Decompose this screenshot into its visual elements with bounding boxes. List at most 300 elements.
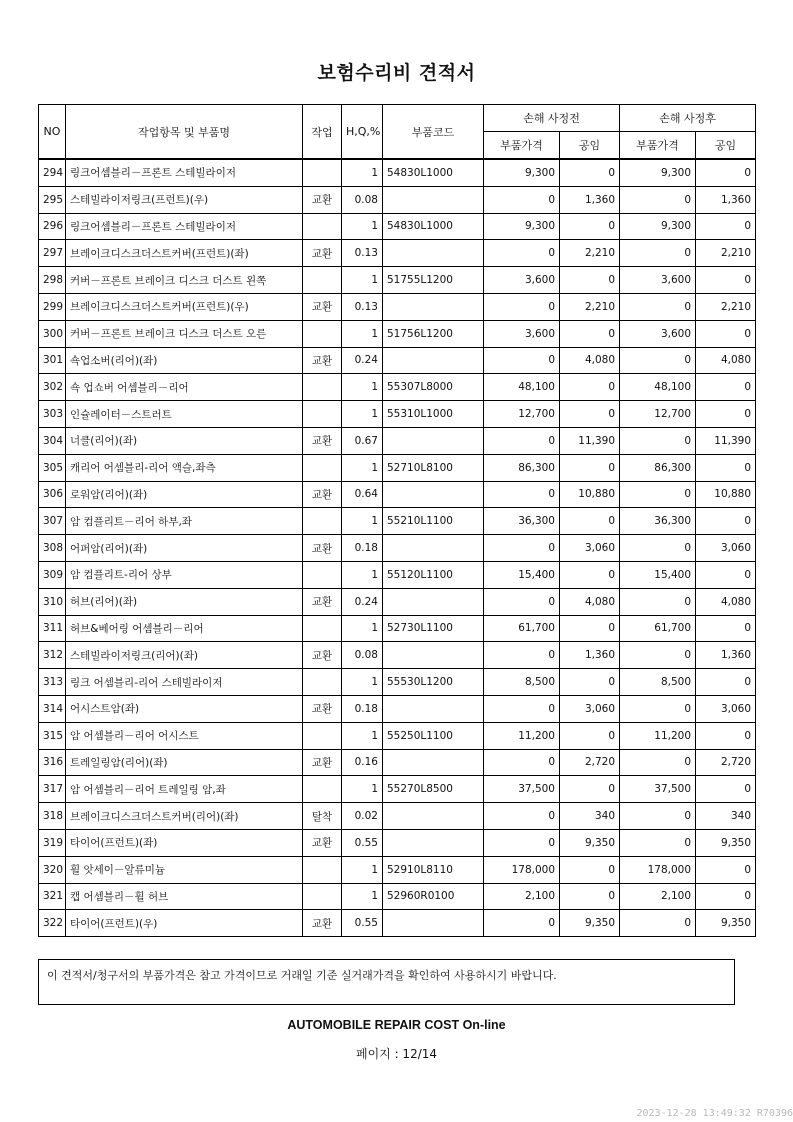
cell-hq: 0.02	[342, 803, 383, 830]
table-row	[39, 803, 756, 830]
cell-part-code	[383, 695, 484, 722]
cell-after-labor: 0	[696, 267, 756, 294]
cell-hq: 1	[342, 615, 383, 642]
cell-before-labor: 1,360	[560, 186, 620, 213]
cell-before-part-price: 86,300	[484, 454, 560, 481]
cell-part-code	[383, 642, 484, 669]
table-row	[39, 669, 756, 696]
cell-hq: 1	[342, 374, 383, 401]
cell-part-code	[383, 347, 484, 374]
table-row	[39, 883, 756, 910]
table-row	[39, 588, 756, 615]
cell-no: 312	[39, 642, 66, 669]
cell-before-labor: 0	[560, 561, 620, 588]
cell-before-labor: 0	[560, 374, 620, 401]
cell-no: 295	[39, 186, 66, 213]
cell-name: 암 컴플리트－리어 하부,좌	[66, 508, 303, 535]
cell-before-part-price: 0	[484, 749, 560, 776]
cell-before-labor: 340	[560, 803, 620, 830]
cell-no: 305	[39, 454, 66, 481]
cell-before-labor: 0	[560, 159, 620, 186]
cell-before-part-price: 3,600	[484, 320, 560, 347]
cell-after-part-price: 0	[620, 535, 696, 562]
cell-before-part-price: 3,600	[484, 267, 560, 294]
cell-part-code	[383, 240, 484, 267]
cell-before-part-price: 36,300	[484, 508, 560, 535]
cell-part-code	[383, 186, 484, 213]
price-notice: 이 견적서/청구서의 부품가격은 참고 가격이므로 거래일 기준 실거래가격을 확인하여 사용하시기 바랍니다.	[38, 959, 735, 1005]
cell-part-code: 52910L8110	[383, 856, 484, 883]
cell-before-labor: 0	[560, 776, 620, 803]
cell-part-code: 52960R0100	[383, 883, 484, 910]
table-row	[39, 481, 756, 508]
cell-work: 교환	[303, 481, 342, 508]
cell-after-part-price: 2,100	[620, 883, 696, 910]
cell-name: 캐리어 어셈블리-리어 액슬,좌측	[66, 454, 303, 481]
cell-work	[303, 508, 342, 535]
table-row	[39, 642, 756, 669]
table-row	[39, 347, 756, 374]
cell-part-code	[383, 427, 484, 454]
col-group-after: 손해 사정후	[620, 105, 756, 132]
cell-work	[303, 883, 342, 910]
print-timestamp: 2023-12-28 13:49:32 R70396	[636, 1108, 793, 1119]
cell-before-part-price: 0	[484, 240, 560, 267]
cell-part-code	[383, 588, 484, 615]
cell-no: 303	[39, 401, 66, 428]
col-header-after-labor: 공임	[696, 132, 756, 160]
cell-part-code	[383, 803, 484, 830]
cell-before-labor: 1,360	[560, 642, 620, 669]
cell-before-part-price: 0	[484, 910, 560, 937]
cell-name: 허브(리어)(좌)	[66, 588, 303, 615]
cell-after-part-price: 0	[620, 749, 696, 776]
cell-name: 휠 앗세이－알류미늄	[66, 856, 303, 883]
cell-work	[303, 722, 342, 749]
cell-before-part-price: 0	[484, 535, 560, 562]
cell-part-code: 54830L1000	[383, 159, 484, 186]
cell-before-part-price: 9,300	[484, 213, 560, 240]
cell-after-part-price: 0	[620, 293, 696, 320]
table-row	[39, 561, 756, 588]
cell-no: 310	[39, 588, 66, 615]
cell-after-part-price: 15,400	[620, 561, 696, 588]
cell-before-labor: 0	[560, 267, 620, 294]
cell-before-labor: 2,720	[560, 749, 620, 776]
cell-before-labor: 2,210	[560, 240, 620, 267]
cell-work: 교환	[303, 642, 342, 669]
cell-name: 링크 어셈블리-리어 스테빌라이저	[66, 669, 303, 696]
cell-before-labor: 0	[560, 615, 620, 642]
cell-after-part-price: 48,100	[620, 374, 696, 401]
cell-after-labor: 11,390	[696, 427, 756, 454]
cell-before-labor: 11,390	[560, 427, 620, 454]
cell-hq: 0.08	[342, 642, 383, 669]
cell-before-labor: 0	[560, 883, 620, 910]
cell-after-labor: 0	[696, 856, 756, 883]
cell-before-labor: 0	[560, 722, 620, 749]
cell-part-code: 55250L1100	[383, 722, 484, 749]
cell-no: 313	[39, 669, 66, 696]
cell-before-part-price: 0	[484, 829, 560, 856]
cell-before-labor: 10,880	[560, 481, 620, 508]
cell-hq: 1	[342, 213, 383, 240]
cell-no: 316	[39, 749, 66, 776]
cell-after-part-price: 0	[620, 347, 696, 374]
cell-before-part-price: 0	[484, 186, 560, 213]
cell-before-part-price: 0	[484, 293, 560, 320]
cell-before-part-price: 11,200	[484, 722, 560, 749]
cell-before-part-price: 2,100	[484, 883, 560, 910]
cell-hq: 1	[342, 856, 383, 883]
cell-after-part-price: 36,300	[620, 508, 696, 535]
cell-after-labor: 0	[696, 883, 756, 910]
table-row	[39, 856, 756, 883]
cell-after-part-price: 9,300	[620, 213, 696, 240]
cell-name: 브레이크디스크더스트커버(리어)(좌)	[66, 803, 303, 830]
cell-before-part-price: 37,500	[484, 776, 560, 803]
cell-before-part-price: 0	[484, 695, 560, 722]
cell-hq: 1	[342, 401, 383, 428]
cell-work	[303, 454, 342, 481]
table-row	[39, 159, 756, 186]
cell-work: 교환	[303, 186, 342, 213]
brand-footer: AUTOMOBILE REPAIR COST On-line	[287, 1018, 506, 1032]
cell-no: 301	[39, 347, 66, 374]
cell-hq: 1	[342, 320, 383, 347]
cell-before-labor: 0	[560, 454, 620, 481]
cell-before-part-price: 9,300	[484, 159, 560, 186]
cell-after-part-price: 0	[620, 829, 696, 856]
cell-name: 어시스트암(좌)	[66, 695, 303, 722]
cell-before-labor: 0	[560, 856, 620, 883]
cell-name: 브레이크디스크더스트커버(프런트)(우)	[66, 293, 303, 320]
cell-after-labor: 2,720	[696, 749, 756, 776]
cell-no: 300	[39, 320, 66, 347]
cell-before-labor: 2,210	[560, 293, 620, 320]
cell-no: 307	[39, 508, 66, 535]
cell-hq: 0.24	[342, 588, 383, 615]
cell-after-labor: 9,350	[696, 910, 756, 937]
cell-before-part-price: 12,700	[484, 401, 560, 428]
col-header-before-labor: 공임	[560, 132, 620, 160]
page-number: 페이지 : 12/14	[355, 1047, 438, 1061]
cell-after-part-price: 0	[620, 481, 696, 508]
cell-no: 317	[39, 776, 66, 803]
cell-name: 쇽업소버(리어)(좌)	[66, 347, 303, 374]
cell-before-part-price: 61,700	[484, 615, 560, 642]
cell-work: 교환	[303, 749, 342, 776]
cell-work: 교환	[303, 427, 342, 454]
estimate-table	[38, 104, 756, 937]
cell-work: 교환	[303, 347, 342, 374]
cell-work	[303, 615, 342, 642]
col-header-name: 작업항목 및 부품명	[66, 105, 303, 160]
cell-hq: 0.18	[342, 695, 383, 722]
cell-no: 318	[39, 803, 66, 830]
cell-part-code: 55210L1100	[383, 508, 484, 535]
cell-work: 교환	[303, 535, 342, 562]
cell-after-part-price: 0	[620, 642, 696, 669]
cell-before-part-price: 0	[484, 588, 560, 615]
cell-after-part-price: 9,300	[620, 159, 696, 186]
cell-after-labor: 0	[696, 776, 756, 803]
cell-work: 교환	[303, 910, 342, 937]
cell-no: 302	[39, 374, 66, 401]
cell-work	[303, 267, 342, 294]
cell-after-part-price: 0	[620, 240, 696, 267]
cell-hq: 0.16	[342, 749, 383, 776]
cell-name: 캡 어셈블리－휠 허브	[66, 883, 303, 910]
table-row	[39, 910, 756, 937]
cell-part-code: 54830L1000	[383, 213, 484, 240]
table-row	[39, 186, 756, 213]
cell-work: 교환	[303, 293, 342, 320]
cell-after-labor: 0	[696, 454, 756, 481]
cell-after-part-price: 86,300	[620, 454, 696, 481]
col-group-before: 손해 사정전	[484, 105, 620, 132]
cell-work	[303, 401, 342, 428]
cell-before-part-price: 0	[484, 481, 560, 508]
col-header-no: NO	[39, 105, 66, 160]
col-header-hq: H,Q,%	[342, 105, 383, 160]
table-row	[39, 240, 756, 267]
cell-work	[303, 320, 342, 347]
cell-after-part-price: 3,600	[620, 267, 696, 294]
cell-part-code	[383, 749, 484, 776]
table-row	[39, 320, 756, 347]
cell-after-labor: 3,060	[696, 535, 756, 562]
cell-name: 로워암(리어)(좌)	[66, 481, 303, 508]
cell-name: 너클(리어)(좌)	[66, 427, 303, 454]
cell-after-labor: 0	[696, 561, 756, 588]
cell-after-labor: 1,360	[696, 642, 756, 669]
cell-after-labor: 340	[696, 803, 756, 830]
table-row	[39, 722, 756, 749]
cell-no: 311	[39, 615, 66, 642]
table-row	[39, 749, 756, 776]
cell-part-code: 51756L1200	[383, 320, 484, 347]
cell-name: 스테빌라이저링크(리어)(좌)	[66, 642, 303, 669]
table-row	[39, 374, 756, 401]
cell-after-part-price: 178,000	[620, 856, 696, 883]
cell-name: 어퍼암(리어)(좌)	[66, 535, 303, 562]
cell-after-part-price: 0	[620, 803, 696, 830]
cell-part-code: 51755L1200	[383, 267, 484, 294]
cell-name: 쇽 업쇼버 어셈블리－리어	[66, 374, 303, 401]
cell-hq: 0.64	[342, 481, 383, 508]
cell-no: 314	[39, 695, 66, 722]
col-header-after-part-price: 부품가격	[620, 132, 696, 160]
cell-no: 296	[39, 213, 66, 240]
cell-part-code	[383, 829, 484, 856]
cell-no: 304	[39, 427, 66, 454]
cell-no: 308	[39, 535, 66, 562]
cell-hq: 0.18	[342, 535, 383, 562]
cell-before-part-price: 0	[484, 427, 560, 454]
cell-after-labor: 0	[696, 374, 756, 401]
table-header	[39, 105, 756, 160]
cell-hq: 0.08	[342, 186, 383, 213]
cell-work: 교환	[303, 695, 342, 722]
cell-before-labor: 0	[560, 669, 620, 696]
cell-hq: 1	[342, 508, 383, 535]
cell-after-labor: 0	[696, 508, 756, 535]
cell-hq: 1	[342, 722, 383, 749]
cell-work: 탈착	[303, 803, 342, 830]
table-row	[39, 293, 756, 320]
cell-part-code: 52730L1100	[383, 615, 484, 642]
cell-hq: 0.55	[342, 829, 383, 856]
cell-name: 인슐레이터－스트러트	[66, 401, 303, 428]
cell-work	[303, 213, 342, 240]
cell-name: 스테빌라이저링크(프런트)(우)	[66, 186, 303, 213]
cell-after-labor: 9,350	[696, 829, 756, 856]
cell-before-part-price: 15,400	[484, 561, 560, 588]
cell-before-labor: 0	[560, 401, 620, 428]
cell-work: 교환	[303, 829, 342, 856]
cell-after-labor: 0	[696, 159, 756, 186]
cell-no: 297	[39, 240, 66, 267]
table-row	[39, 427, 756, 454]
cell-after-part-price: 61,700	[620, 615, 696, 642]
cell-before-part-price: 0	[484, 347, 560, 374]
cell-name: 암 컴플리트-리어 상부	[66, 561, 303, 588]
cell-after-labor: 1,360	[696, 186, 756, 213]
cell-no: 309	[39, 561, 66, 588]
cell-name: 타이어(프런트)(우)	[66, 910, 303, 937]
cell-after-labor: 0	[696, 213, 756, 240]
cell-after-labor: 0	[696, 615, 756, 642]
cell-hq: 0.67	[342, 427, 383, 454]
cell-name: 트레일링암(리어)(좌)	[66, 749, 303, 776]
cell-work	[303, 856, 342, 883]
cell-after-labor: 0	[696, 722, 756, 749]
cell-after-labor: 0	[696, 669, 756, 696]
cell-part-code: 55307L8000	[383, 374, 484, 401]
cell-name: 브레이크디스크더스트커버(프런트)(좌)	[66, 240, 303, 267]
cell-no: 320	[39, 856, 66, 883]
cell-after-labor: 4,080	[696, 347, 756, 374]
cell-hq: 0.13	[342, 293, 383, 320]
cell-part-code: 55120L1100	[383, 561, 484, 588]
cell-after-part-price: 37,500	[620, 776, 696, 803]
cell-part-code: 52710L8100	[383, 454, 484, 481]
cell-work	[303, 561, 342, 588]
cell-part-code	[383, 481, 484, 508]
cell-after-labor: 10,880	[696, 481, 756, 508]
cell-before-part-price: 0	[484, 803, 560, 830]
cell-part-code: 55310L1000	[383, 401, 484, 428]
cell-no: 294	[39, 159, 66, 186]
cell-no: 299	[39, 293, 66, 320]
cell-hq: 0.55	[342, 910, 383, 937]
cell-no: 319	[39, 829, 66, 856]
cell-part-code	[383, 910, 484, 937]
cell-no: 321	[39, 883, 66, 910]
table-row	[39, 213, 756, 240]
cell-before-labor: 9,350	[560, 910, 620, 937]
document-title: 보험수리비 견적서	[317, 62, 476, 84]
cell-work	[303, 669, 342, 696]
cell-hq: 0.13	[342, 240, 383, 267]
cell-before-labor: 0	[560, 213, 620, 240]
cell-name: 타이어(프런트)(좌)	[66, 829, 303, 856]
cell-after-part-price: 0	[620, 427, 696, 454]
cell-work: 교환	[303, 240, 342, 267]
cell-no: 322	[39, 910, 66, 937]
cell-after-part-price: 0	[620, 588, 696, 615]
cell-after-labor: 4,080	[696, 588, 756, 615]
cell-after-labor: 2,210	[696, 240, 756, 267]
cell-hq: 1	[342, 561, 383, 588]
cell-no: 306	[39, 481, 66, 508]
cell-before-labor: 0	[560, 508, 620, 535]
cell-hq: 1	[342, 454, 383, 481]
cell-part-code: 55270L8500	[383, 776, 484, 803]
cell-before-part-price: 48,100	[484, 374, 560, 401]
cell-hq: 1	[342, 159, 383, 186]
cell-name: 링크어셈블리－프론트 스테빌라이저	[66, 213, 303, 240]
cell-hq: 1	[342, 267, 383, 294]
cell-no: 315	[39, 722, 66, 749]
cell-before-labor: 3,060	[560, 535, 620, 562]
cell-before-labor: 4,080	[560, 347, 620, 374]
cell-after-labor: 3,060	[696, 695, 756, 722]
cell-name: 커버－프론트 브레이크 디스크 더스트 왼쪽	[66, 267, 303, 294]
cell-before-labor: 3,060	[560, 695, 620, 722]
cell-before-part-price: 0	[484, 642, 560, 669]
cell-name: 암 어셈블리－리어 어시스트	[66, 722, 303, 749]
cell-part-code	[383, 535, 484, 562]
cell-after-part-price: 8,500	[620, 669, 696, 696]
table-row	[39, 615, 756, 642]
cell-after-labor: 0	[696, 401, 756, 428]
cell-part-code: 55530L1200	[383, 669, 484, 696]
cell-after-labor: 2,210	[696, 293, 756, 320]
cell-after-labor: 0	[696, 320, 756, 347]
cell-before-labor: 0	[560, 320, 620, 347]
col-header-before-part-price: 부품가격	[484, 132, 560, 160]
cell-before-labor: 9,350	[560, 829, 620, 856]
cell-name: 커버－프론트 브레이크 디스크 더스트 오른	[66, 320, 303, 347]
cell-after-part-price: 11,200	[620, 722, 696, 749]
cell-hq: 1	[342, 776, 383, 803]
table-body	[39, 159, 756, 937]
cell-after-part-price: 12,700	[620, 401, 696, 428]
col-header-code: 부품코드	[383, 105, 484, 160]
cell-before-part-price: 8,500	[484, 669, 560, 696]
cell-hq: 1	[342, 883, 383, 910]
cell-hq: 0.24	[342, 347, 383, 374]
cell-before-labor: 4,080	[560, 588, 620, 615]
cell-name: 암 어셈블리－리어 트레일링 암,좌	[66, 776, 303, 803]
table-row	[39, 454, 756, 481]
cell-work	[303, 159, 342, 186]
cell-work: 교환	[303, 588, 342, 615]
cell-name: 링크어셈블리－프론트 스테빌라이저	[66, 159, 303, 186]
table-row	[39, 401, 756, 428]
cell-name: 허브&베어링 어셈블리－리어	[66, 615, 303, 642]
cell-after-part-price: 3,600	[620, 320, 696, 347]
cell-part-code	[383, 293, 484, 320]
table-row	[39, 695, 756, 722]
cell-work	[303, 776, 342, 803]
col-header-work: 작업	[303, 105, 342, 160]
table-row	[39, 776, 756, 803]
table-row	[39, 508, 756, 535]
table-row	[39, 267, 756, 294]
